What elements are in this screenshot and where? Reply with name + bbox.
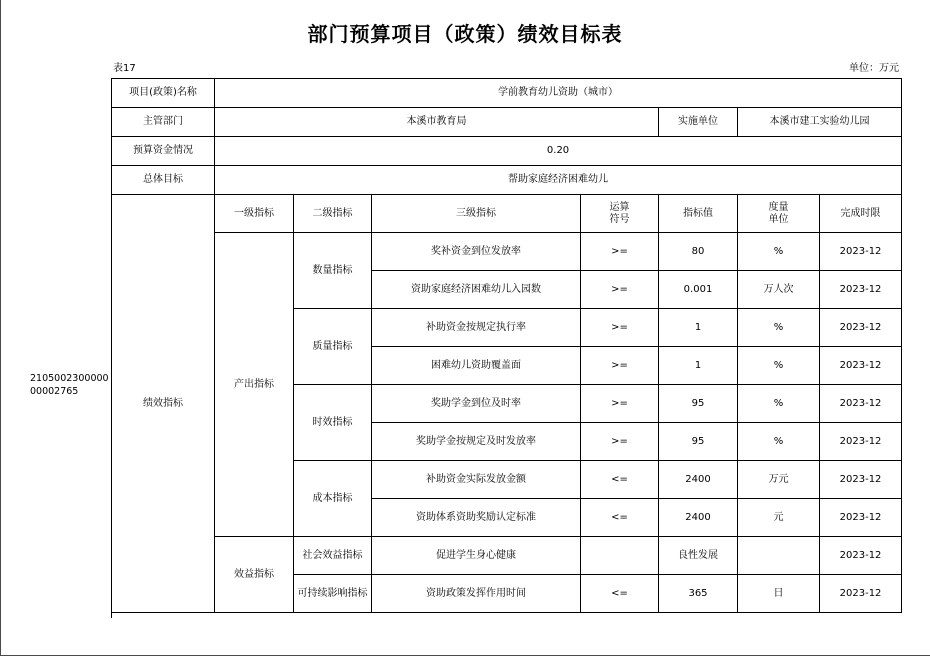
indicator-value: 2400 (659, 499, 738, 537)
indicator-value: 365 (659, 575, 738, 613)
group-timeliness: 时效指标 (294, 385, 372, 461)
indicator-deadline: 2023-12 (820, 423, 902, 461)
indicator-name: 资助体系资助奖励认定标准 (372, 499, 581, 537)
indicator-name: 补助资金实际发放金额 (372, 461, 581, 499)
indicator-value: 95 (659, 423, 738, 461)
project-name-value: 学前教育幼儿资助（城市） (215, 79, 902, 108)
budget-row (112, 137, 902, 166)
indicator-value: 2400 (659, 461, 738, 499)
indicator-name: 补助资金按规定执行率 (372, 309, 581, 347)
indicator-name: 促进学生身心健康 (372, 537, 581, 575)
header-deadline: 完成时限 (820, 195, 902, 233)
indicator-operator: >= (581, 233, 659, 271)
page-frame-bottom (0, 655, 930, 656)
indicator-operator: <= (581, 575, 659, 613)
overall-goal-row (112, 166, 902, 195)
budget-label: 预算资金情况 (112, 137, 215, 166)
indicator-operator (581, 537, 659, 575)
header-level1: 一级指标 (215, 195, 294, 233)
budget-value: 0.20 (215, 137, 902, 166)
implementer-label: 实施单位 (659, 108, 738, 137)
header-unit: 度量 单位 (738, 195, 820, 233)
indicator-deadline: 2023-12 (820, 347, 902, 385)
indicator-name: 奖助学金按规定及时发放率 (372, 423, 581, 461)
indicator-deadline: 2023-12 (820, 537, 902, 575)
indicator-deadline: 2023-12 (820, 271, 902, 309)
unit-label: 单位：万元 (849, 63, 899, 74)
indicator-unit: 万人次 (738, 271, 820, 309)
project-code: 210500230000000002765 (30, 373, 109, 397)
header-operator: 运算 符号 (581, 195, 659, 233)
indicator-name: 奖补资金到位发放率 (372, 233, 581, 271)
group-cost: 成本指标 (294, 461, 372, 537)
indicator-value: 95 (659, 385, 738, 423)
indicator-unit: 元 (738, 499, 820, 537)
group-output: 产出指标 (215, 233, 294, 537)
indicator-name: 资助家庭经济困难幼儿入园数 (372, 271, 581, 309)
overall-goal-label: 总体目标 (112, 166, 215, 195)
group-benefit: 效益指标 (215, 537, 294, 613)
table-row (112, 537, 902, 575)
page-title: 部门预算项目（政策）绩效目标表 (307, 22, 623, 46)
implementer-value: 本溪市建工实验幼儿园 (738, 108, 902, 137)
indicator-unit: % (738, 309, 820, 347)
sheet-id: 表17 (113, 63, 136, 74)
table-row (112, 233, 902, 271)
indicator-operator: >= (581, 309, 659, 347)
indicator-value: 良性发展 (659, 537, 738, 575)
page-frame-left (0, 0, 1, 655)
department-value: 本溪市教育局 (215, 108, 659, 137)
group-social: 社会效益指标 (294, 537, 372, 575)
indicator-unit: 日 (738, 575, 820, 613)
indicator-deadline: 2023-12 (820, 233, 902, 271)
indicator-unit: % (738, 385, 820, 423)
indicator-deadline: 2023-12 (820, 499, 902, 537)
indicator-deadline: 2023-12 (820, 385, 902, 423)
performance-label: 绩效指标 (112, 195, 215, 613)
indicator-value: 0.001 (659, 271, 738, 309)
header-level2: 二级指标 (294, 195, 372, 233)
department-row (112, 108, 902, 137)
indicator-unit: % (738, 347, 820, 385)
indicator-name: 资助政策发挥作用时间 (372, 575, 581, 613)
indicator-value: 1 (659, 347, 738, 385)
indicator-operator: >= (581, 347, 659, 385)
indicator-unit: % (738, 423, 820, 461)
group-sustain: 可持续影响指标 (294, 575, 372, 613)
header-value: 指标值 (659, 195, 738, 233)
indicator-operator: >= (581, 423, 659, 461)
indicator-deadline: 2023-12 (820, 461, 902, 499)
indicator-value: 80 (659, 233, 738, 271)
indicator-operator: >= (581, 271, 659, 309)
indicator-name: 困难幼儿资助覆盖面 (372, 347, 581, 385)
header-level3: 三级指标 (372, 195, 581, 233)
indicator-name: 奖助学金到位及时率 (372, 385, 581, 423)
indicator-operator: >= (581, 385, 659, 423)
indicator-unit: 万元 (738, 461, 820, 499)
indicator-deadline: 2023-12 (820, 309, 902, 347)
header-row (112, 195, 902, 233)
indicator-deadline: 2023-12 (820, 575, 902, 613)
group-quantity: 数量指标 (294, 233, 372, 309)
indicator-unit: % (738, 233, 820, 271)
group-quality: 质量指标 (294, 309, 372, 385)
overall-goal-value: 帮助家庭经济困难幼儿 (215, 166, 902, 195)
performance-table (111, 78, 902, 613)
department-label: 主管部门 (112, 108, 215, 137)
project-name-label: 项目(政策)名称 (112, 79, 215, 108)
indicator-unit (738, 537, 820, 575)
indicator-operator: <= (581, 499, 659, 537)
project-name-row (112, 79, 902, 108)
indicator-operator: <= (581, 461, 659, 499)
indicator-value: 1 (659, 309, 738, 347)
